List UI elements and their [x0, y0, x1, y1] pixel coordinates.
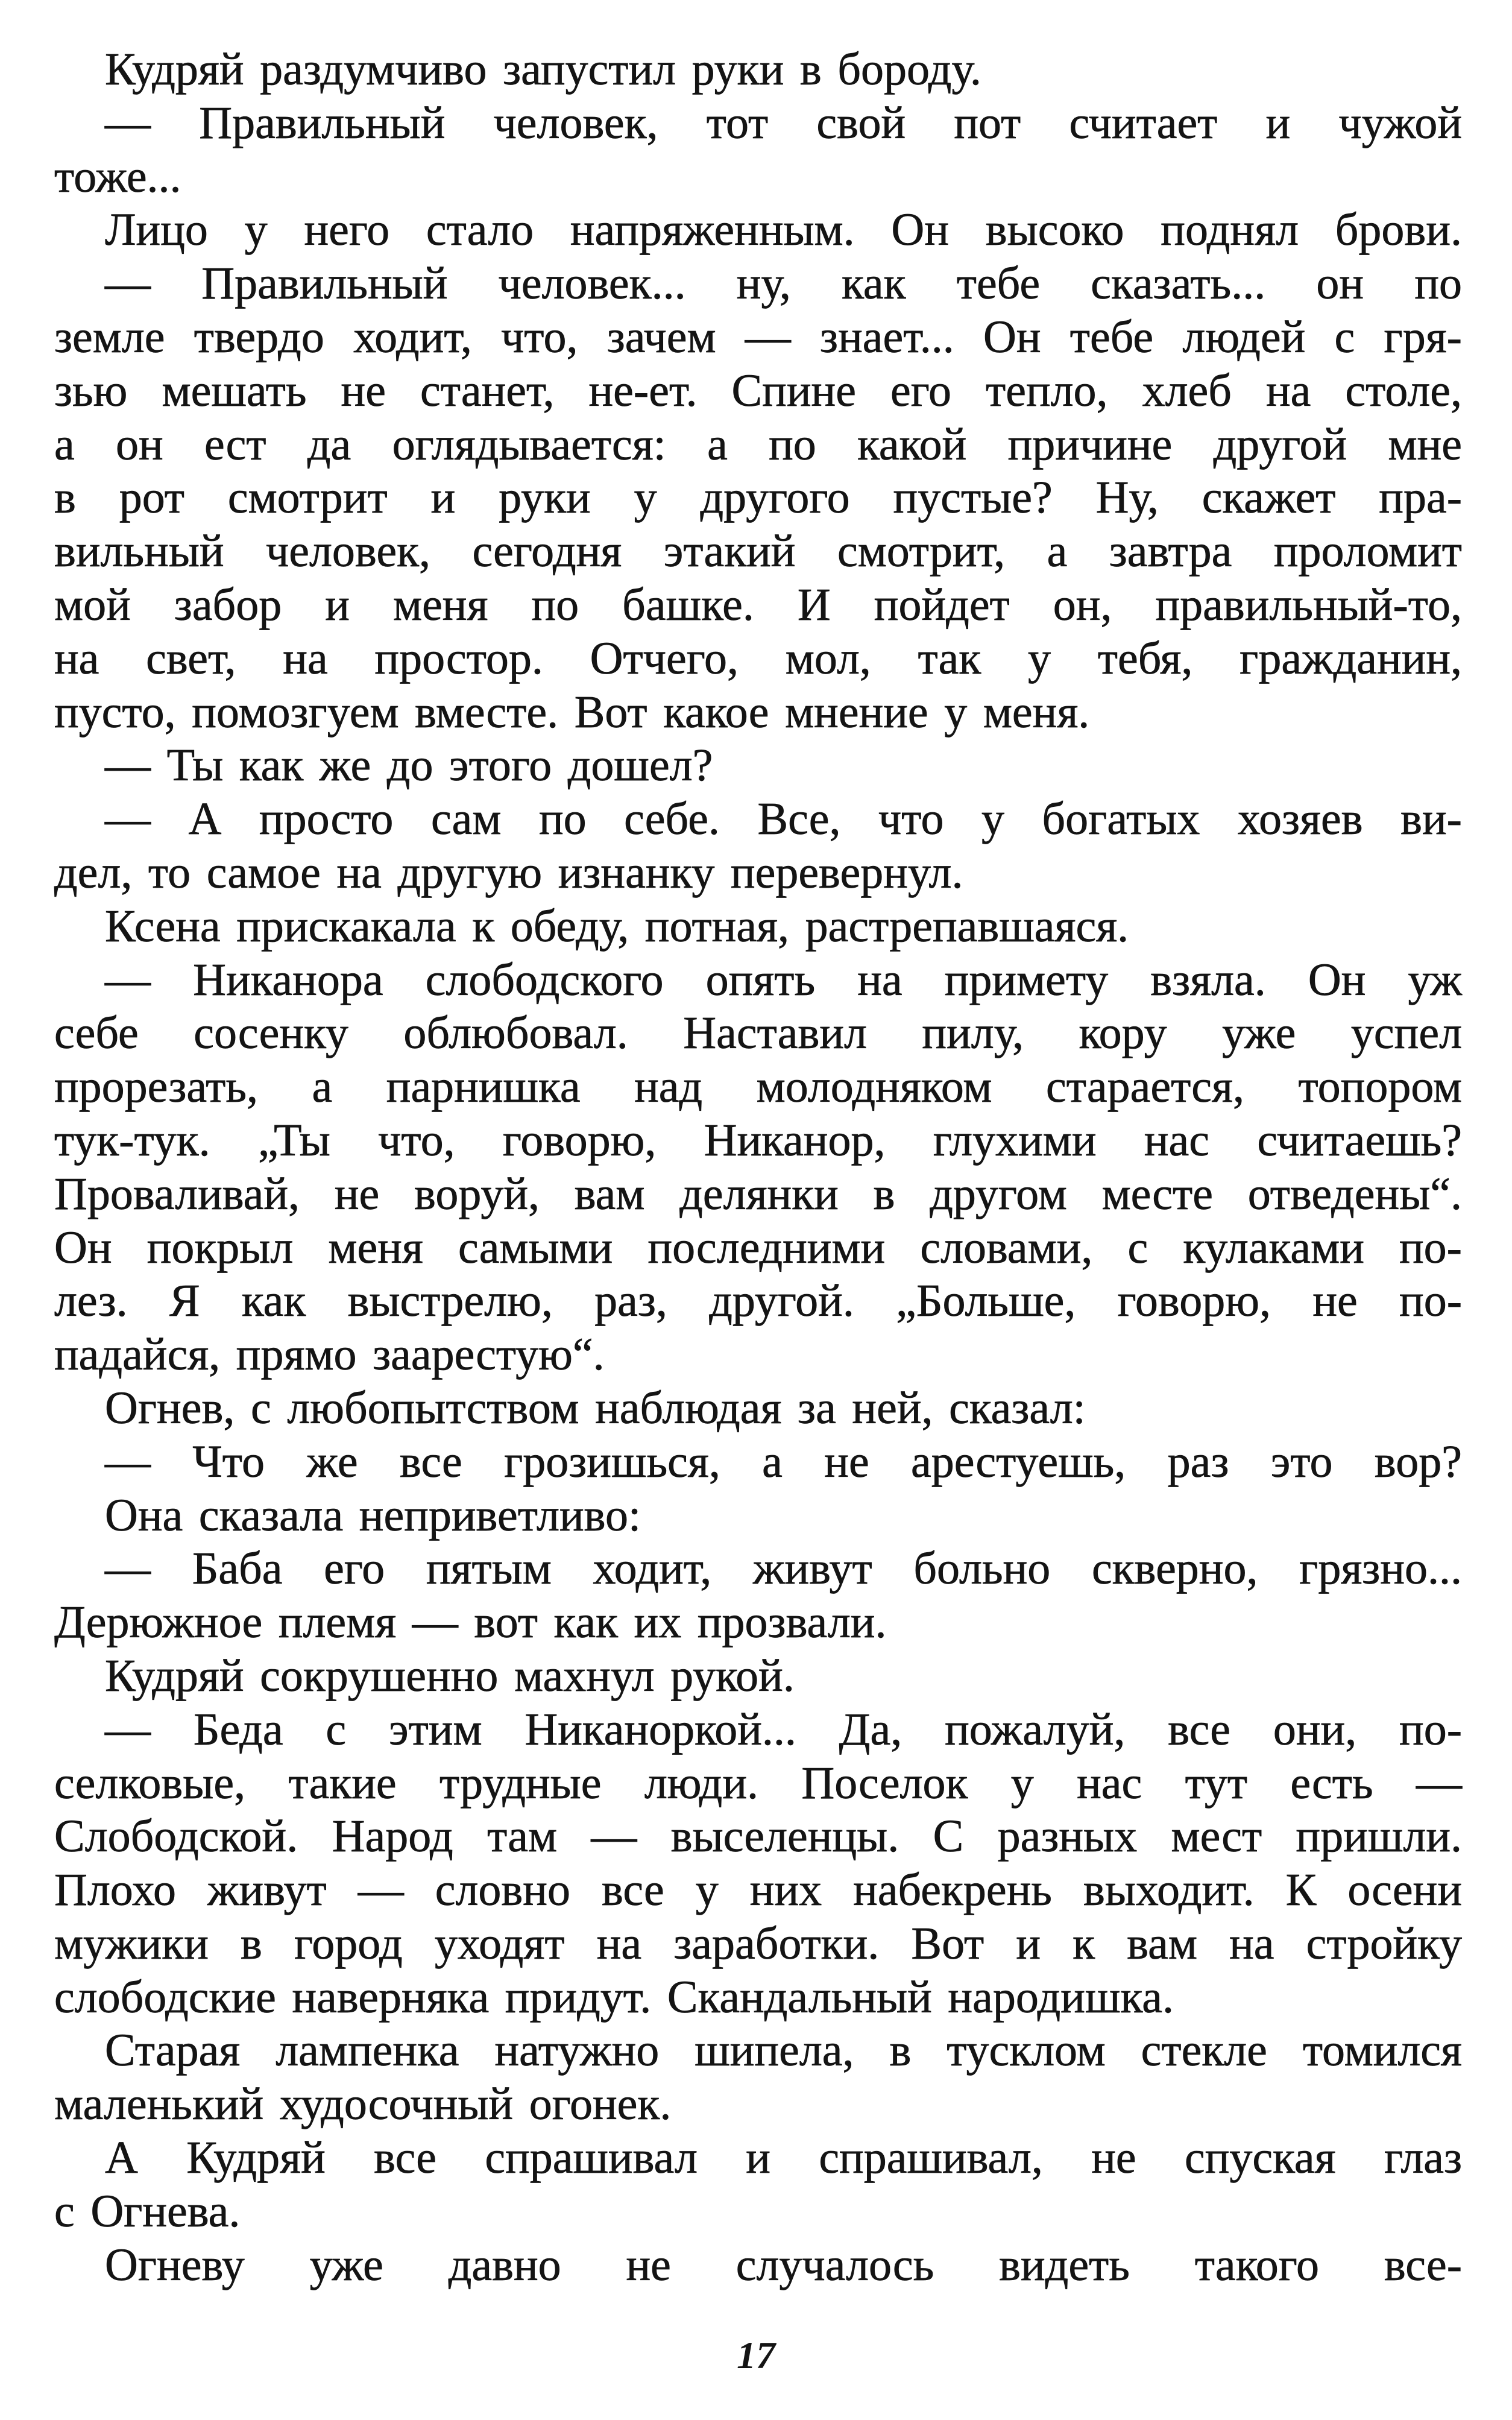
paragraph: [54, 1435, 1462, 1489]
text-line: Огнев, с любопытством наблюдая за ней, сказал:: [105, 1382, 1086, 1433]
paragraph: [54, 2131, 1462, 2238]
text-line: тук-тук. „Ты что, говорю, Никанор, глухими нас считаешь?: [54, 1114, 1462, 1166]
text-line: селковые, такие трудные люди. Поселок у нас тут есть —: [54, 1757, 1462, 1809]
text-line: в рот смотрит и руки у другого пустые? Ну, скажет пра-: [54, 472, 1462, 523]
paragraph: [54, 792, 1462, 900]
paragraph: [54, 43, 1462, 96]
text-line: Слободской. Народ там — выселенцы. С разных мест пришли.: [54, 1811, 1462, 1862]
paragraph: [54, 900, 1462, 953]
paragraph: [54, 1382, 1462, 1435]
text-line: дел, то самое на другую изнанку перевернул.: [54, 847, 963, 898]
text-line: падайся, прямо заарестую“.: [54, 1329, 605, 1380]
text-line: прорезать, а парнишка над молодняком старается, топором: [54, 1061, 1462, 1113]
text-line: — Баба его пятым ходит, живут больно скверно, грязно...: [105, 1543, 1462, 1594]
paragraph: [54, 96, 1462, 204]
text-line: зью мешать не станет, не-ет. Спине его тепло, хлеб на столе,: [54, 365, 1462, 416]
text-line: маленький худосочный огонек.: [54, 2079, 672, 2130]
paragraph: [54, 1542, 1462, 1649]
paragraph: [54, 1489, 1462, 1543]
text-line: на свет, на простор. Отчего, мол, так у тебя, гражданин,: [54, 633, 1462, 684]
text-line: Кудряй сокрушенно махнул рукой.: [105, 1650, 795, 1701]
paragraph: [54, 2024, 1462, 2131]
text-line: Огневу уже давно не случалось видеть такого все-: [105, 2239, 1462, 2290]
text-line: Ксена прискакала к обеду, потная, растрепавшаяся.: [105, 900, 1129, 952]
paragraph: [54, 1649, 1462, 1703]
text-line: Старая лампенка натужно шипела, в тусклом стекле томился: [105, 2025, 1462, 2076]
text-line: Дерюжное племя — вот как их прозвали.: [54, 1597, 887, 1648]
text-line: Она сказала неприветливо:: [105, 1490, 641, 1541]
paragraph: [54, 203, 1462, 257]
paragraph: [54, 2238, 1462, 2292]
text-line: тоже...: [54, 151, 181, 202]
paragraph: [54, 1703, 1462, 2024]
text-line: с Огнева.: [54, 2185, 241, 2237]
text-line: Он покрыл меня самыми последними словами, с кулаками по-: [54, 1222, 1462, 1273]
text-line: вильный человек, сегодня этакий смотрит, а завтра проломит: [54, 526, 1462, 577]
text-line: а он ест да оглядывается: а по какой причине другой мне: [54, 419, 1462, 470]
text-line: Плохо живут — словно все у них набекрень выходит. К осени: [54, 1865, 1462, 1916]
text-line: мой забор и меня по башке. И пойдет он, правильный-то,: [54, 579, 1462, 630]
paragraph: [54, 739, 1462, 792]
text-line: Кудряй раздумчиво запустил руки в бороду.: [105, 44, 981, 95]
text-line: себе сосенку облюбовал. Наставил пилу, кору уже успел: [54, 1008, 1462, 1059]
text-line: — Что же все грозишься, а не арестуешь, раз это вор?: [105, 1436, 1462, 1487]
text-body: [54, 43, 1462, 2292]
paragraph: [54, 257, 1462, 739]
text-line: Проваливай, не воруй, вам делянки в другом месте отведены“.: [54, 1168, 1462, 1219]
text-line: — А просто сам по себе. Все, что у богатых хозяев ви-: [105, 794, 1462, 845]
paragraph: [54, 953, 1462, 1382]
text-line: А Кудряй все спрашивал и спрашивал, не спуская глаз: [105, 2132, 1462, 2184]
text-line: земле твердо ходит, что, зачем — знает... Он тебе людей с гря-: [54, 311, 1462, 362]
text-line: — Беда с этим Никаноркой... Да, пожалуй, все они, по-: [105, 1704, 1462, 1755]
text-line: лез. Я как выстрелю, раз, другой. „Больше, говорю, не по-: [54, 1275, 1462, 1327]
text-line: пусто, помозгуем вместе. Вот какое мнение у меня.: [54, 686, 1090, 738]
text-line: — Ты как же до этого дошел?: [105, 740, 713, 791]
text-line: мужики в город уходят на заработки. Вот и к вам на стройку: [54, 1918, 1462, 1969]
text-line: слободские наверняка придут. Скандальный народишка.: [54, 1971, 1174, 2023]
page-number: 17: [737, 2334, 775, 2377]
text-line: — Правильный человек, тот свой пот считает и чужой: [105, 97, 1462, 148]
text-line: — Правильный человек... ну, как тебе сказать... он по: [105, 258, 1462, 309]
text-line: Лицо у него стало напряженным. Он высоко поднял брови.: [105, 204, 1462, 256]
text-line: — Никанора слободского опять на примету взяла. Он уж: [105, 954, 1462, 1005]
